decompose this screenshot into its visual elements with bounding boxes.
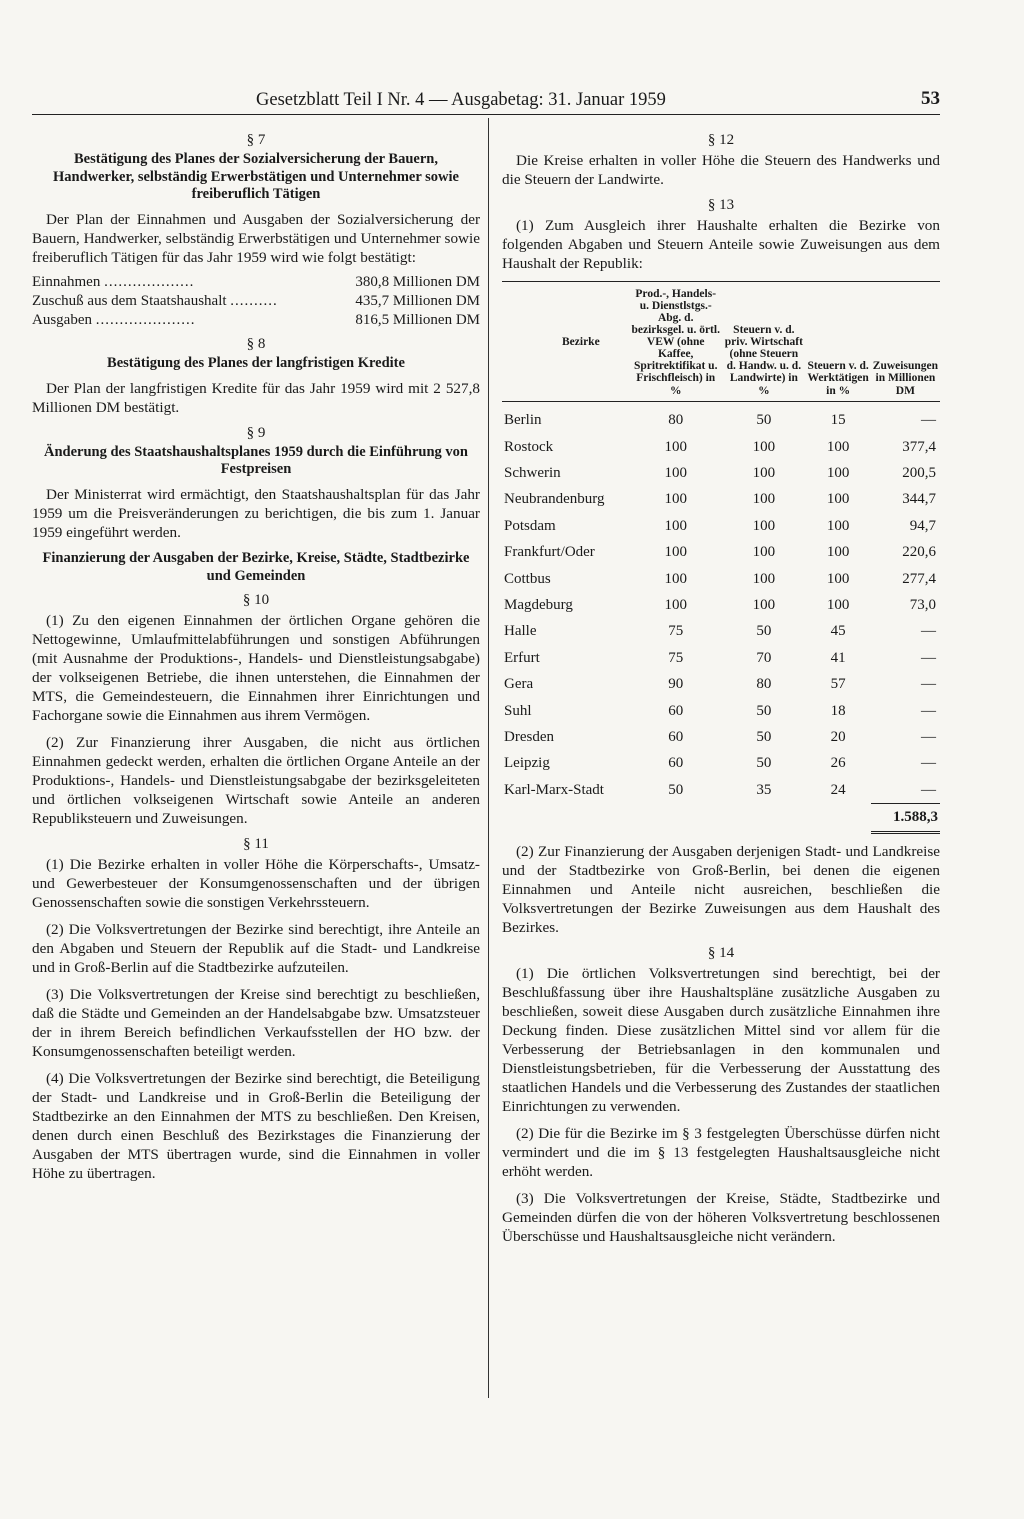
header-districts: Bezirke (502, 282, 629, 402)
table-row (502, 698, 940, 724)
value-cell: 100 (826, 465, 850, 482)
district-allocation-table (502, 281, 940, 834)
right-column (502, 128, 940, 1254)
value-cell: 100 (664, 465, 687, 482)
column-divider (488, 118, 489, 1398)
value-cell: 100 (752, 517, 776, 534)
section-9-number: § 9 (246, 424, 266, 441)
section-13-number: § 13 (707, 197, 735, 213)
value-cell: 50 (756, 412, 772, 429)
value-cell: 26 (830, 755, 846, 772)
section-11-number: § 11 (243, 835, 269, 852)
page-header (32, 88, 940, 115)
value-cell: 200,5 (902, 465, 936, 482)
value-cell: 100 (664, 596, 687, 613)
empty-cell (629, 804, 722, 832)
value-cell: 100 (664, 491, 687, 508)
value-cell: 35 (756, 781, 772, 798)
value-cell: 80 (756, 676, 772, 693)
value-cell: 100 (826, 491, 850, 508)
district-name-cell: Neubrandenburg (504, 491, 605, 508)
budget-summary-table (32, 273, 480, 330)
section-8-text: Der Plan der langfristigen Kredite für das Jahr 1959 wird mit 2 527,8 Millionen DM bestätigt. (32, 379, 480, 416)
section-14-para-3: (3) Die Volksvertretungen der Kreise, Städte, Stadtbezirke und Gemeinden dürfen die von der höheren Volksvertretung beschlossenen Überschüsse und Haushaltsausgleiche nicht verändern. (502, 1189, 940, 1245)
table-header-row (502, 282, 940, 402)
value-cell: 277,4 (902, 570, 936, 587)
value-cell: 70 (756, 649, 772, 666)
table-row (502, 671, 940, 697)
section-13-para-2: (2) Zur Finanzierung der Ausgaben derjenigen Stadt- und Landkreise und der Stadtbezirke von Groß-Berlin, bei denen die eigenen Einnahmen und Anteile nicht ausreichen, beschließen die Volksvertretungen der Bezirke Zuweisungen aus dem Haushalt des Bezirkes. (502, 842, 940, 936)
section-12-text: Die Kreise erhalten in voller Höhe die Steuern des Handwerks und die Steuern der Landwirte. (502, 152, 940, 188)
section-12-number: § 12 (707, 132, 735, 148)
table-row (502, 592, 940, 618)
value-cell: — (921, 623, 936, 640)
value-cell: 344,7 (902, 491, 936, 508)
value-cell: 100 (752, 465, 776, 482)
value-cell: 90 (668, 676, 684, 693)
empty-cell (722, 804, 805, 832)
value-cell: 100 (752, 570, 776, 587)
value-cell: 75 (668, 623, 684, 640)
district-name-cell: Suhl (504, 702, 532, 719)
district-name-cell: Halle (504, 623, 537, 640)
section-9-text: Der Ministerrat wird ermächtigt, den Staatshaushaltsplan für das Jahr 1959 um die Preisveränderungen zu berichtigen, die bis zum 1. Januar 1959 eingeführt werden. (32, 486, 480, 542)
value-cell: 50 (756, 755, 772, 772)
table-row (502, 619, 940, 645)
value-cell: 100 (752, 491, 776, 508)
allocation-total: 1.588,3 (871, 804, 940, 832)
row-label: Ausgaben ..................... (32, 312, 196, 329)
value-cell: — (921, 676, 936, 693)
section-7-heading: Bestätigung des Planes der Sozialversicherung der Bauern, Handwerker, selbständig Erwerbstätigen und Unternehmer sowie freiberuflich Tätigen (52, 151, 459, 203)
district-name-cell: Potsdam (504, 517, 556, 534)
district-name-cell: Frankfurt/Oder (504, 544, 595, 561)
value-cell: 60 (668, 755, 684, 772)
value-cell: 60 (668, 702, 684, 719)
value-cell: 377,4 (902, 438, 936, 455)
row-amount: 435,7 Millionen DM (355, 293, 480, 310)
district-name-cell: Erfurt (504, 649, 540, 666)
district-name-cell: Leipzig (504, 755, 550, 772)
row-label: Einnahmen ................... (32, 274, 195, 291)
table-row (502, 401, 940, 434)
left-column (32, 128, 480, 1191)
section-14-para-1: (1) Die örtlichen Volksvertretungen sind berechtigt, bei der Beschlußfassung über ihre Haushaltspläne zusätzliche Ausgaben zu beschließen, soweit diese Ausgaben durch zusätzliche Einnahmen ihre Deckung finden. Diese zusätzlichen Mittel sind vor allem für die Verbesserung der Betriebsanlagen in den kommunalen und Dienstleistungsbetrieben, für die Verbesserung der Ausstattung des staatlichen Handels und die Verbesserung des Zustandes der staatlichen Einrichtungen zu verwenden. (502, 964, 940, 1115)
district-name-cell: Schwerin (504, 465, 561, 482)
value-cell: — (921, 755, 936, 772)
value-cell: 100 (826, 517, 850, 534)
section-7-number: § 7 (246, 132, 266, 148)
value-cell: 57 (830, 676, 846, 693)
value-cell: 50 (756, 702, 772, 719)
header-allocations: Zuweisungen in Millionen DM (871, 282, 940, 402)
running-title: Gesetzblatt Teil I Nr. 4 — Ausgabetag: 31. Januar 1959 (256, 90, 666, 110)
value-cell: 45 (830, 623, 846, 640)
value-cell: 100 (826, 438, 850, 455)
value-cell: 94,7 (909, 517, 936, 534)
value-cell: 100 (664, 438, 687, 455)
value-cell: 220,6 (902, 544, 936, 561)
value-cell: 15 (830, 412, 846, 429)
value-cell: — (921, 781, 936, 798)
value-cell: 100 (826, 570, 850, 587)
table-row (502, 777, 940, 804)
value-cell: 100 (664, 570, 687, 587)
financing-heading: Finanzierung der Ausgaben der Bezirke, Kreise, Städte, Stadtbezirke und Gemeinden (42, 550, 470, 584)
value-cell: 100 (826, 544, 850, 561)
value-cell: 20 (830, 728, 846, 745)
table-row (32, 311, 480, 330)
section-14-para-2: (2) Die für die Bezirke im § 3 festgelegten Überschüsse dürfen nicht vermindert und die im § 13 festgelegten Haushaltsausgleiche nicht erhöht werden. (502, 1124, 940, 1180)
table-row (502, 540, 940, 566)
section-8-number: § 8 (246, 336, 266, 353)
header-worker-tax: Steuern v. d. Werktätigen in % (805, 282, 870, 402)
value-cell: 75 (668, 649, 684, 666)
section-11-para-1: (1) Die Bezirke erhalten in voller Höhe die Körperschafts-, Umsatz- und Gewerbesteuer der Konsumgenossenschaften und der übrigen Genossenschaften sowie die sonstigen Verkehrssteuern. (32, 855, 480, 911)
section-11-para-4: (4) Die Volksvertretungen der Bezirke sind berechtigt, die Beteiligung der Stadt- und Landkreise und in Groß-Berlin die Beteiligung der Stadtbezirke an den Einnahmen der MTS zu beschließen. Den Kreisen, denen durch einen Beschluß des Bezirkstages die Finanzierung der Ausgaben der MTS übertragen wurde, sind die Einnahmen in voller Höhe zu übertragen. (32, 1069, 480, 1182)
value-cell: 80 (668, 412, 684, 429)
table-row (502, 460, 940, 486)
value-cell: — (921, 412, 936, 429)
section-14-number: § 14 (707, 944, 735, 961)
district-name-cell: Gera (504, 676, 534, 693)
table-row (502, 487, 940, 513)
row-amount: 816,5 Millionen DM (355, 312, 480, 329)
value-cell: 18 (830, 702, 846, 719)
district-name-cell: Magdeburg (504, 596, 573, 613)
empty-cell (805, 804, 870, 832)
page-number: 53 (921, 88, 940, 109)
value-cell: 100 (752, 596, 776, 613)
value-cell: 60 (668, 728, 684, 745)
value-cell: 100 (752, 438, 776, 455)
value-cell: 100 (664, 517, 687, 534)
header-private-tax: Steuern v. d. priv. Wirtschaft (ohne Steuern d. Handw. u. d. Landwirte) in % (722, 282, 805, 402)
district-name-cell: Karl-Marx-Stadt (504, 781, 604, 798)
header-production-levy: Prod.-, Handels- u. Dienstlstgs.-Abg. d. bezirksgel. u. örtl. VEW (ohne Kaffee, Spritrektifikat u. Frischfleisch) in % (629, 282, 722, 402)
table-row (502, 513, 940, 539)
section-13-para-1: (1) Zum Ausgleich ihrer Haushalte erhalten die Bezirke von folgenden Abgaben und Steuern Anteile sowie Zuweisungen aus dem Haushalt der Republik: (502, 217, 940, 272)
district-name-cell: Berlin (504, 412, 542, 429)
section-11-para-2: (2) Die Volksvertretungen der Bezirke sind berechtigt, ihre Anteile an den Abgaben und Steuern der Republik auf die Stadt- und Landkreise und in Groß-Berlin auf die Stadtbezirke aufzuteilen. (32, 920, 480, 976)
empty-cell (502, 804, 629, 832)
table-body (502, 401, 940, 832)
table-row (502, 434, 940, 460)
value-cell: — (921, 702, 936, 719)
district-name-cell: Dresden (504, 728, 554, 745)
table-row (502, 724, 940, 750)
section-11-para-3: (3) Die Volksvertretungen der Kreise sind berechtigt zu beschließen, daß die Städte und Gemeinden an der Handelsabgabe bzw. Umsatzsteuer der in ihrem Bereich befindlichen Verkaufsstellen der HO bzw. der Konsumgenossenschaften beteiligt werden. (32, 985, 480, 1060)
value-cell: — (921, 728, 936, 745)
table-row (502, 645, 940, 671)
row-amount: 380,8 Millionen DM (355, 274, 480, 291)
value-cell: 24 (830, 781, 846, 798)
value-cell: 50 (756, 623, 772, 640)
value-cell: — (921, 649, 936, 666)
district-name-cell: Rostock (504, 438, 554, 455)
value-cell: 73,0 (909, 596, 936, 613)
section-9-heading: Änderung des Staatshaushaltsplanes 1959 durch die Einführung von Festpreisen (44, 443, 468, 478)
table-row (502, 566, 940, 592)
section-10-para-1: (1) Zu den eigenen Einnahmen der örtlichen Organe gehören die Nettogewinne, Umlaufmittelabführungen und sonstigen Abführungen (mit Ausnahme der Produktions-, Handels- und Dienstleistungsabgabe) der volkseigenen Betriebe, die ihnen unterstehen, die Einnahmen der MTS, die Gemeindesteuern, die Einnahmen ihrer Einrichtungen und Fachorgane sowie die Einnahmen aus ihrem Vermögen. (32, 611, 480, 724)
value-cell: 100 (664, 544, 687, 561)
value-cell: 41 (830, 649, 846, 666)
table-row (502, 751, 940, 777)
district-name-cell: Cottbus (504, 570, 551, 587)
total-row (502, 804, 940, 832)
value-cell: 100 (752, 544, 776, 561)
section-7-text: Der Plan der Einnahmen und Ausgaben der Sozialversicherung der Bauern, Handwerker, selbständig Erwerbstätigen und Unternehmer sowie freiberuflich Tätigen für das Jahr 1959 wird wie folgt bestätigt: (32, 211, 480, 267)
value-cell: 50 (756, 728, 772, 745)
section-8-heading: Bestätigung des Planes der langfristigen Kredite (107, 355, 405, 372)
value-cell: 50 (668, 781, 684, 798)
section-10-number: § 10 (242, 591, 270, 608)
row-label: Zuschuß aus dem Staatshaushalt .......... (32, 293, 278, 310)
value-cell: 100 (826, 596, 850, 613)
table-row (32, 292, 480, 311)
section-10-para-2: (2) Zur Finanzierung ihrer Ausgaben, die nicht aus örtlichen Einnahmen gedeckt werden, erhalten die örtlichen Organe Anteile an der Produktions-, Handels- und Dienstleistungsabgabe der bezirksgeleiteten und örtlichen volkseigenen Wirtschaft sowie Anteile an anderen Republiksteuern und Zuweisungen. (32, 733, 480, 827)
table-row (32, 273, 480, 292)
